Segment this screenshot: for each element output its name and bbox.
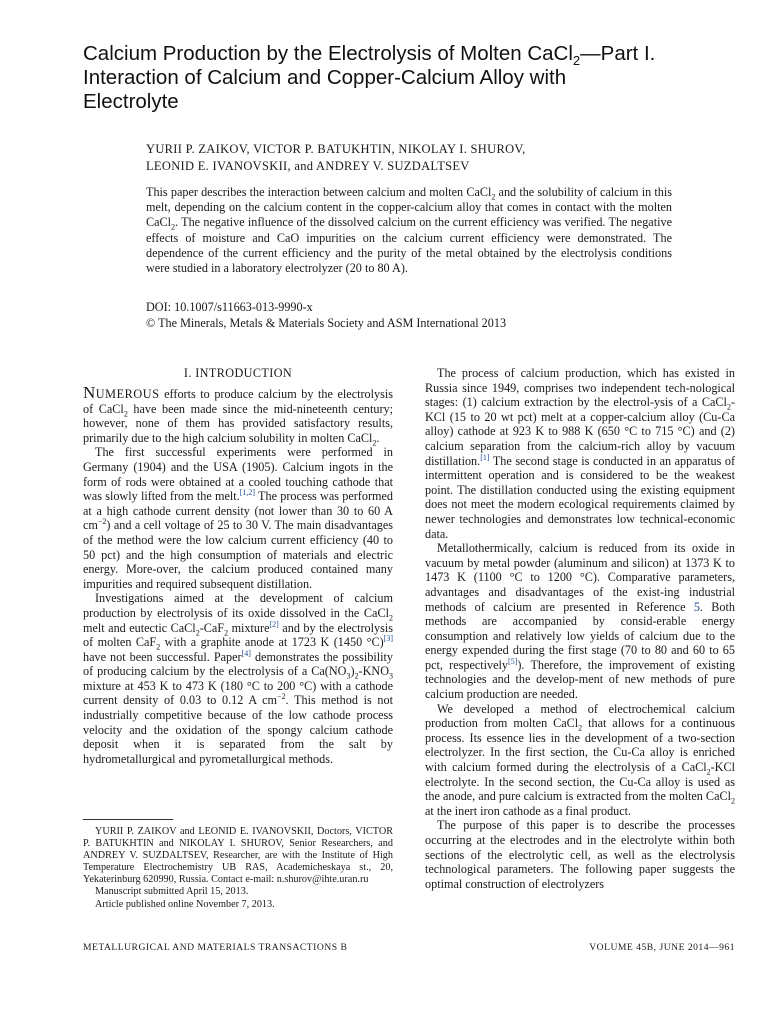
citation-link[interactable]: [3]: [383, 634, 393, 644]
author-list: YURII P. ZAIKOV, VICTOR P. BATUKHTIN, NIKOLAY I. SHUROV, LEONID E. IVANOVSKII, and ANDREY V. SUZDALTSEV: [146, 142, 526, 173]
copyright-line: © The Minerals, Metals & Materials Society and ASM International 2013: [146, 315, 507, 330]
citation-link[interactable]: [4]: [241, 648, 251, 658]
page-number-footer: VOLUME 45B, JUNE 2014—961: [589, 942, 735, 953]
citation-link[interactable]: [1,2]: [239, 488, 256, 498]
footnote-divider: [83, 819, 173, 820]
abstract: This paper describes the interaction between calcium and molten CaCl$_2$ and the solubility of calcium in this melt, depending on the calcium content in the copper-calcium alloy that comes in contact with the molten CaCl$_2$. The negative influence of the dissolved calcium on the current efficiency was verified. The negative effects of moisture and CaO impurities on the calcium current efficiency were demonstrated. The dependence of the current efficiency and the purity of the metal obtained by the electrolysis conditions were studied in a laboratory electrolyzer (20 to 80 A).: [146, 185, 672, 276]
citation-link[interactable]: [1]: [480, 452, 490, 462]
paragraph: We developed a method of electrochemical calcium production from molten CaCl$_2$ that allows for a continuous process. Its essence lies in the development of a two-section electrolyzer. In the first section, the Cu-Ca alloy is enriched with calcium formed during the electrolysis of a CaCl$_2$-KCl electrolyte. In the second section, the Cu-Ca alloy is used as the anode, and pure calcium is extracted from the molten CaCl$_2$ at the inert iron cathode as a final product.: [425, 701, 735, 818]
journal-footer: METALLURGICAL AND MATERIALS TRANSACTIONS B: [83, 942, 348, 953]
doi-block: [146, 300, 706, 331]
paragraph: The process of calcium production, which has existed in Russia since 1949, comprises two independent tech-nological stages: (1) calcium extraction by the electrol-ysis of a CaCl$_2$-KCl (15 to 20 wt pct) melt at a copper-calcium alloy (Cu-Ca alloy) cathode at 923 K to 988 K (650 °C to 715 °C) and (2) calcium separation from the calcium-rich alloy by vacuum distillation.[1] The second stage is conducted in an apparatus of intermittent operation and is considered to be the weakest point. The distillation conducted using the existing equipment does not meet the modern ecological requirements claimed by newer technologies and demonstrates low technical-economic data.: [425, 366, 735, 541]
paragraph: Investigations aimed at the development of calcium production by electrolysis of its oxide dissolved in the CaCl$_2$ melt and eutectic CaCl$_2$-CaF$_2$ mixture[2] and by the electrolysis of molten CaF$_2$ with a graphite anode at 1723 K (1450 °C)[3] have not been successful. Paper[4] demonstrates the possibility of producing calcium by the electrolysis of a $Ca(NO_3)_2-KNO_3$ mixture at 453 K to 473 K (180 °C to 200 °C) with a cathode current density of 0.03 to 0.12 A $cm^{-2}$. This method is not industrially competitive because of the low cathode process velocity and the oxidation of the spongy calcium cathode deposit when it is separated from the salt by hydrometallurgical and pyrometallurgical methods.: [83, 591, 393, 766]
paragraph: The purpose of this paper is to describe the processes occurring at the electrodes and in the electrolyte within both sections of the electrolytic cell, as well as the electrolysis technological parameters. The following paper suggests the optimal construction of electrolyzers: [425, 818, 735, 891]
paper-title: Calcium Production by the Electrolysis of Molten CaCl$_2$—Part I. Interaction of Calcium and Copper-Calcium Alloy with Electrolyte: [83, 42, 656, 113]
citation-link[interactable]: [5]: [508, 656, 518, 666]
author-footnote: YURII P. ZAIKOV and LEONID E. IVANOVSKII, Doctors, VICTOR P. BATUKHTIN and NIKOLAY I. SHUROV, Senior Researchers, and ANDREY V. SUZDALTSEV, Researcher, are with the Institute of High Temperature Electrochemistry UB RAS, Academicheskaya st., 20, Yekaterinburg 620990, Russia. Contact e-mail: n.shurov@ihte.uran.ru Manuscript submitted April 15, 2013. Article published online November 7, 2013.: [83, 826, 393, 910]
paragraph: Metallothermically, calcium is reduced from its oxide in vacuum by metal powder (aluminum and silicon) at 1373 K to 1473 K (1100 °C to 1200 °C). Comparative parameters, advantages and disadvantages of the exist-ing industrial methods of calcium are presented in Reference 5. Both methods are accompanied by consid-erable energy consumption and relatively low yields of calcium due to the energy expended during the first stage (70 to 80 and 60 to 65 pct, respectively[5]). Therefore, the improvement of existing technologies and the develop-ment of new methods of pure calcium production are needed.: [425, 541, 736, 702]
paragraph: NUMEROUS efforts to produce calcium by the electrolysis of CaCl$_2$ have been made since the mid-nineteenth century; however, none of them has provided satisfactory results, primarily due to the high calcium solubility in molten CaCl$_2$.: [83, 383, 394, 448]
citation-link[interactable]: [2]: [269, 619, 279, 629]
doi-link[interactable]: DOI: 10.1007/s11663-013-9990-x: [146, 300, 313, 314]
paragraph: The first successful experiments were performed in Germany (1904) and the USA (1905). Calcium ingots in the form of rods were obtained at a cooled touching cathode that was slowly lifted from the melt.[1,2] The process was performed at a high cathode current density (not lower than 30 to 60 A $cm^{-2}$) and a cell voltage of 25 to 30 V. The main disadvantages of the method were the low calcium current efficiency (40 to 50 pct) and the high consumption of materials and electric energy. More-over, the calcium produced contained many impurities and required subsequent distillation.: [83, 445, 393, 591]
reference-link[interactable]: 5: [693, 599, 700, 614]
section-heading-introduction: I. INTRODUCTION: [183, 366, 293, 380]
